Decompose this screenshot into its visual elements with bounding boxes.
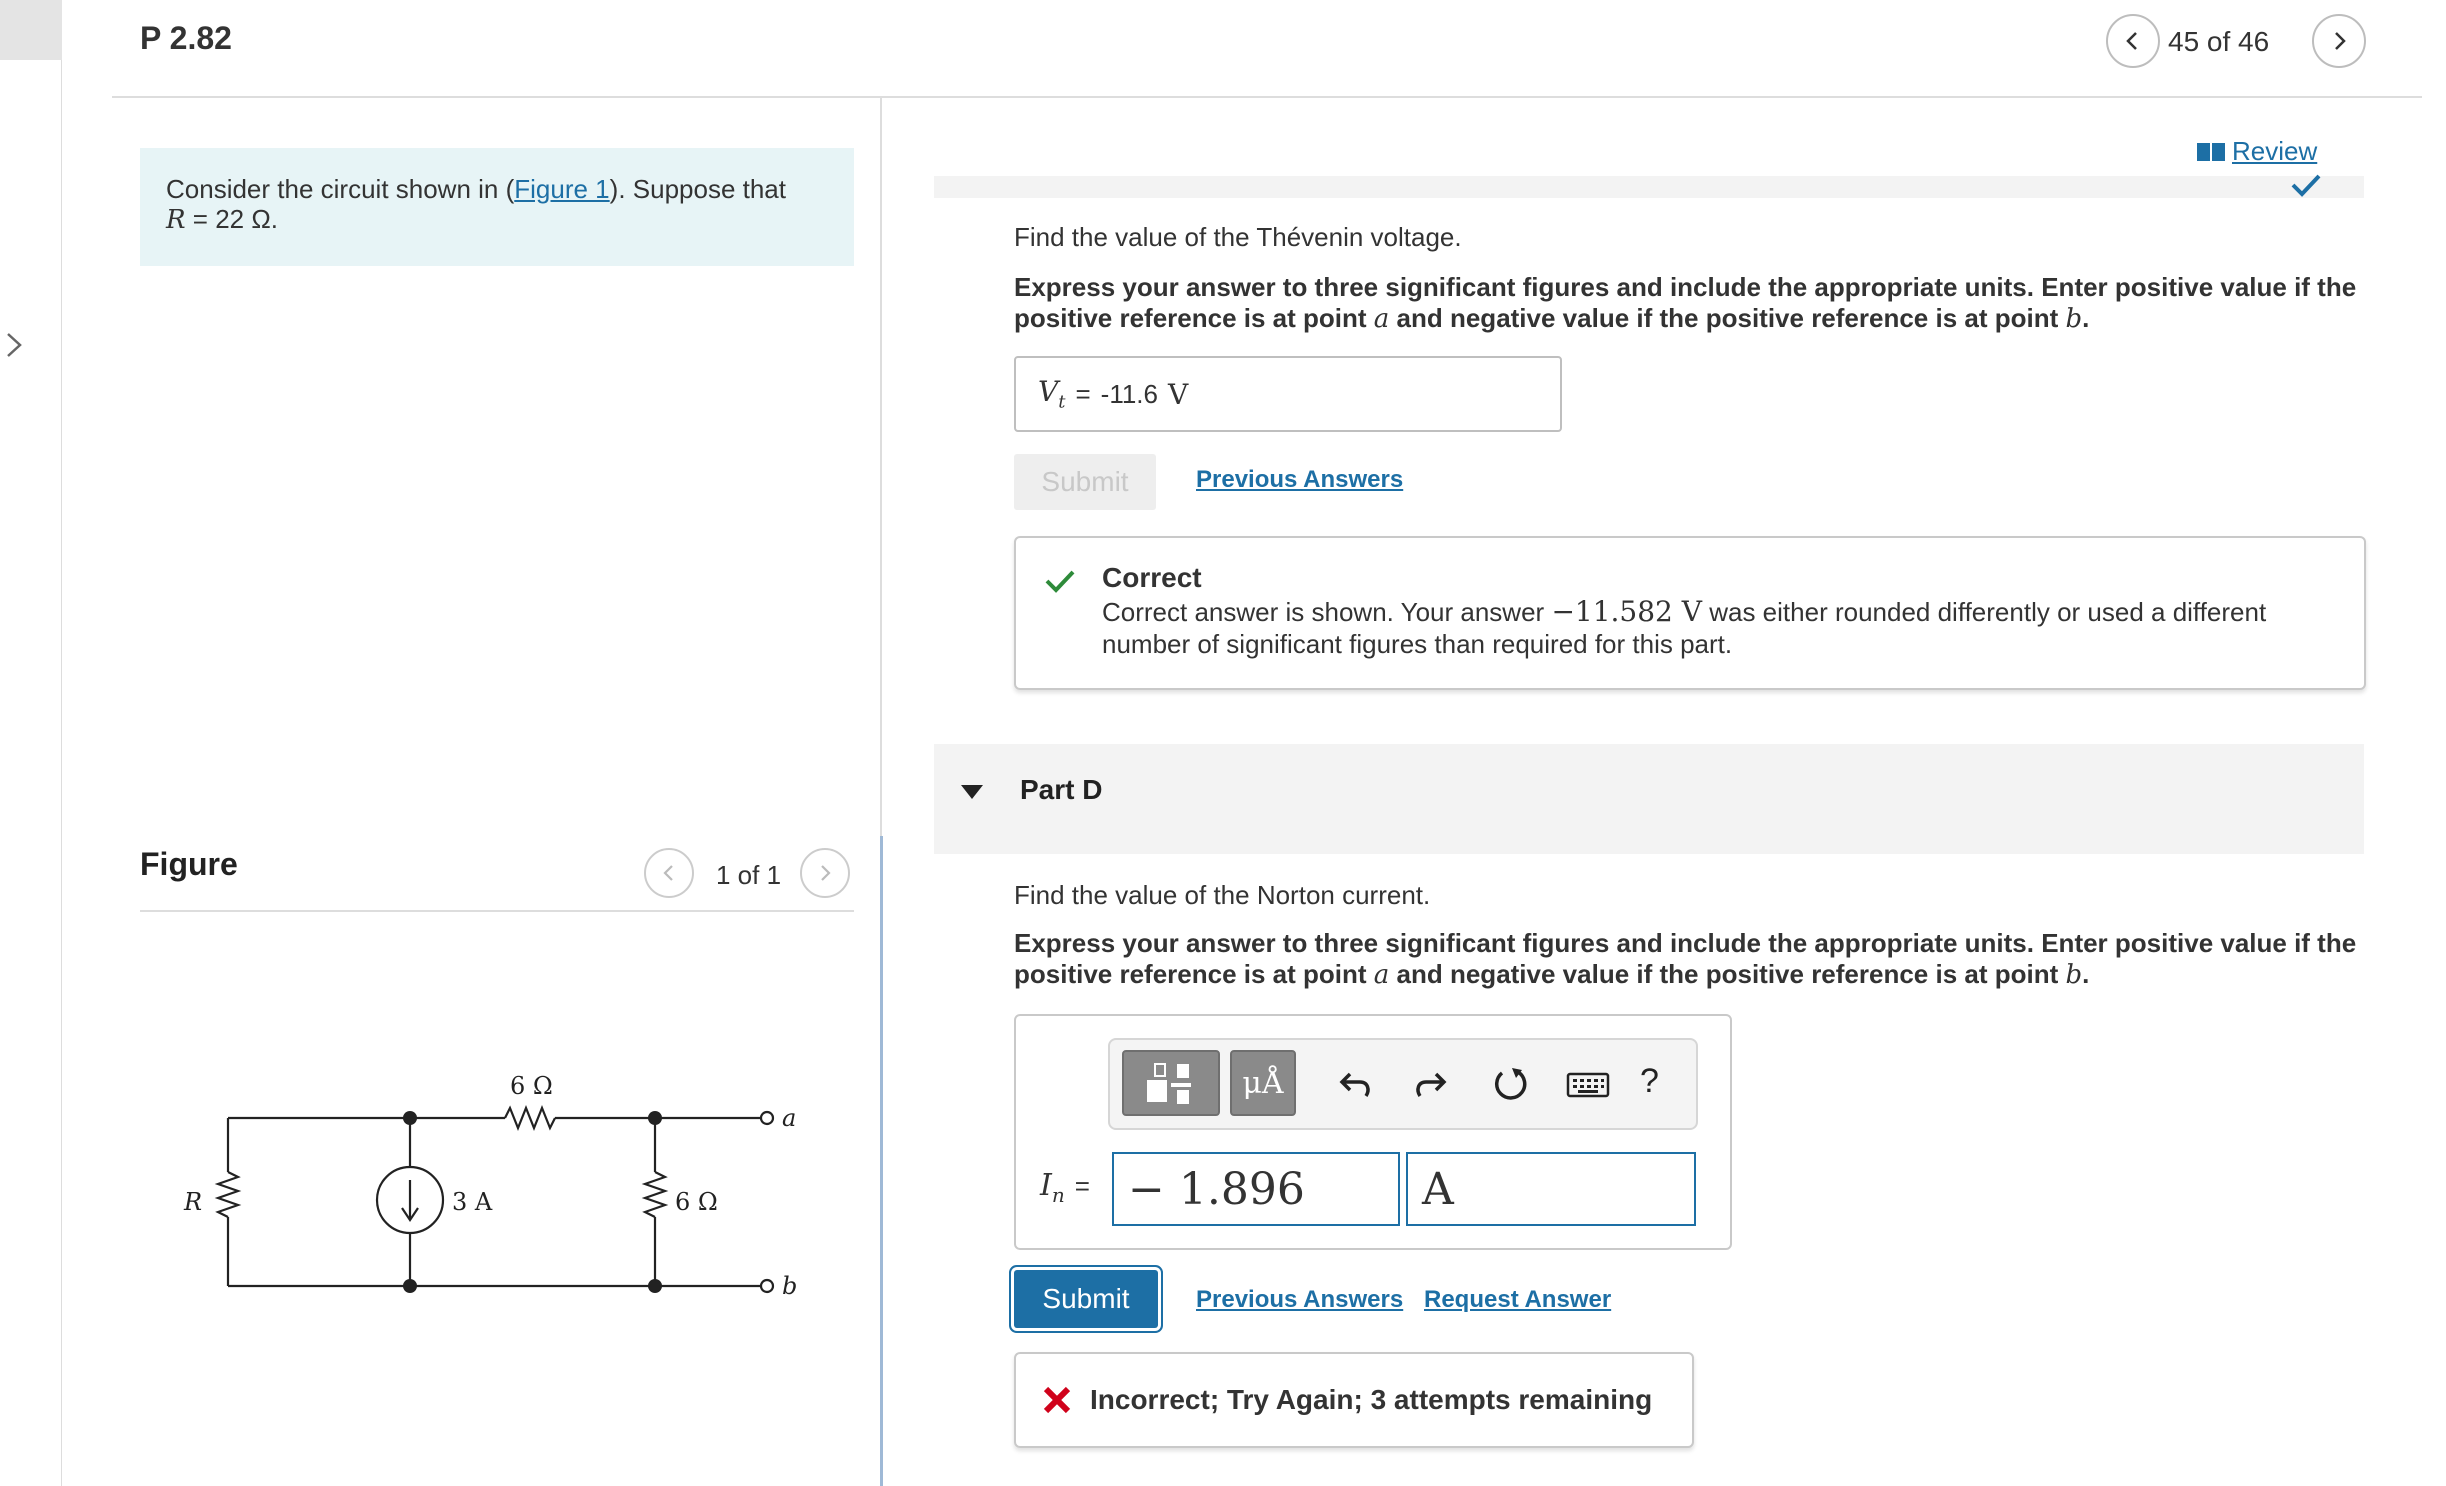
help-button[interactable]: ?	[1640, 1062, 1659, 1100]
templates-icon	[1141, 1058, 1201, 1108]
intro-text-after: ). Suppose that	[609, 174, 786, 204]
incorrect-x-icon	[1042, 1385, 1072, 1415]
units-button[interactable]: μÅ	[1230, 1050, 1296, 1116]
part-c-instructions	[1014, 272, 2434, 335]
point-b: b	[2065, 304, 2083, 334]
problem-counter: 45 of 46	[2168, 26, 2270, 57]
part-d-label: Part D	[1020, 774, 1103, 805]
in-equals: =	[1074, 1171, 1090, 1201]
part-c-instruction-line1: Express your answer to three significant figures and include the appropriate units. Enter positive value if the	[1014, 272, 2357, 302]
part-d-instruction-line2: positive reference is at point	[1014, 959, 1374, 989]
feedback-line1: Correct answer is shown. Your answer	[1102, 597, 1552, 627]
problem-title: P 2.82	[140, 20, 232, 56]
node-a-label: a	[782, 1104, 797, 1132]
part-d-feedback	[1014, 1352, 1694, 1448]
in-variable-label	[1040, 1168, 1090, 1207]
column-divider-scroll[interactable]	[880, 836, 883, 1486]
figure-title: Figure	[140, 846, 238, 882]
r-value: = 22 Ω.	[185, 204, 279, 234]
feedback-answer-value: −11.582 V	[1551, 595, 1702, 628]
request-answer-link[interactable]: Request Answer	[1424, 1286, 1612, 1313]
redo-icon[interactable]	[1412, 1066, 1448, 1102]
caret-down-icon	[960, 784, 984, 800]
r-symbol: R	[166, 205, 186, 235]
problem-intro	[140, 148, 854, 266]
norton-current-unit-input[interactable]: A	[1406, 1152, 1696, 1226]
part-c-instruction-line2b: and negative value if the positive reference is at point	[1389, 303, 2066, 333]
header-divider	[112, 96, 2422, 98]
undo-icon[interactable]	[1338, 1066, 1374, 1102]
vt-answer-unit: V	[1168, 377, 1189, 411]
part-d-prompt: Find the value of the Norton current.	[1014, 880, 1431, 910]
templates-button[interactable]	[1122, 1050, 1220, 1116]
part-d-instruction-line1: Express your answer to three significant figures and include the appropriate units. Enter positive value if the	[1014, 928, 2357, 958]
part-c-instruction-line2: positive reference is at point	[1014, 303, 1374, 333]
feedback-line1-end: was either rounded differently or used a different	[1702, 597, 2267, 627]
node-b-label: b	[782, 1272, 798, 1300]
review-label: Review	[2232, 136, 2318, 166]
chevron-left-icon	[659, 863, 679, 883]
figure-counter: 1 of 1	[716, 860, 782, 890]
part-c-prompt: Find the value of the Thévenin voltage.	[1014, 222, 1462, 252]
reset-icon[interactable]	[1490, 1064, 1530, 1104]
circuit-node	[403, 1111, 417, 1125]
figure-divider	[140, 910, 854, 912]
current-source-label: 3 A	[452, 1188, 493, 1216]
figure-link[interactable]: Figure 1	[514, 174, 610, 204]
in-sub: n	[1051, 1183, 1065, 1207]
chevron-right-icon	[815, 863, 835, 883]
feedback-line2: number of significant figures than required for this part.	[1102, 629, 1733, 659]
previous-problem-button[interactable]	[2106, 14, 2160, 68]
incorrect-feedback-text: Incorrect; Try Again; 3 attempts remaining	[1090, 1384, 1653, 1415]
left-rail	[0, 0, 62, 1486]
resistor-r-label: R	[184, 1188, 203, 1216]
keyboard-icon[interactable]	[1566, 1072, 1610, 1098]
figure-prev-button[interactable]	[644, 848, 694, 898]
vt-equals: =	[1075, 378, 1091, 409]
part-complete-check-icon	[2290, 172, 2322, 198]
part-c-feedback	[1014, 536, 2366, 690]
expand-sidebar-icon[interactable]	[4, 330, 26, 368]
circuit-diagram	[170, 1060, 830, 1320]
part-d-submit-button[interactable]: Submit	[1014, 1270, 1158, 1328]
circuit-node	[648, 1111, 662, 1125]
part-c-submit-button[interactable]: Submit	[1014, 454, 1156, 510]
feedback-title: Correct	[1102, 562, 1202, 593]
math-toolbar	[1108, 1038, 1698, 1130]
norton-current-value-input[interactable]: − 1.896	[1112, 1152, 1400, 1226]
circuit-node	[403, 1279, 417, 1293]
vt-sub: t	[1058, 391, 1066, 413]
rail-top-block	[0, 0, 62, 60]
chevron-left-icon	[2122, 30, 2144, 52]
vt-variable	[1038, 375, 1065, 413]
part-d-previous-answers-link[interactable]: Previous Answers	[1196, 1286, 1404, 1313]
vt-answer-value: -11.6	[1100, 378, 1158, 409]
part-c-instruction-end: .	[2082, 303, 2090, 333]
point-b: b	[2065, 960, 2083, 990]
book-icon	[2196, 141, 2226, 163]
resistor-top-label: 6 Ω	[510, 1072, 553, 1100]
point-a: a	[1373, 304, 1390, 334]
point-a: a	[1373, 960, 1390, 990]
part-c-previous-answers-link[interactable]: Previous Answers	[1196, 466, 1404, 493]
vt-var: V	[1038, 375, 1059, 409]
circuit-node	[648, 1279, 662, 1293]
part-d-instruction-line2b: and negative value if the positive reference is at point	[1389, 959, 2066, 989]
feedback-body	[1102, 596, 2342, 660]
intro-text: Consider the circuit shown in (	[166, 174, 515, 204]
part-d-header[interactable]	[934, 744, 2364, 854]
resistor-right-label: 6 Ω	[675, 1188, 718, 1216]
part-c-answer-field	[1014, 356, 1562, 432]
part-d-instruction-end: .	[2082, 959, 2090, 989]
chevron-right-icon	[2328, 30, 2350, 52]
next-problem-button[interactable]	[2312, 14, 2366, 68]
figure-next-button[interactable]	[800, 848, 850, 898]
part-d-instructions	[1014, 928, 2434, 991]
in-var: I	[1040, 1168, 1052, 1203]
review-link[interactable]	[2196, 136, 2317, 167]
correct-check-icon	[1044, 568, 1076, 594]
review-bar	[934, 176, 2364, 198]
